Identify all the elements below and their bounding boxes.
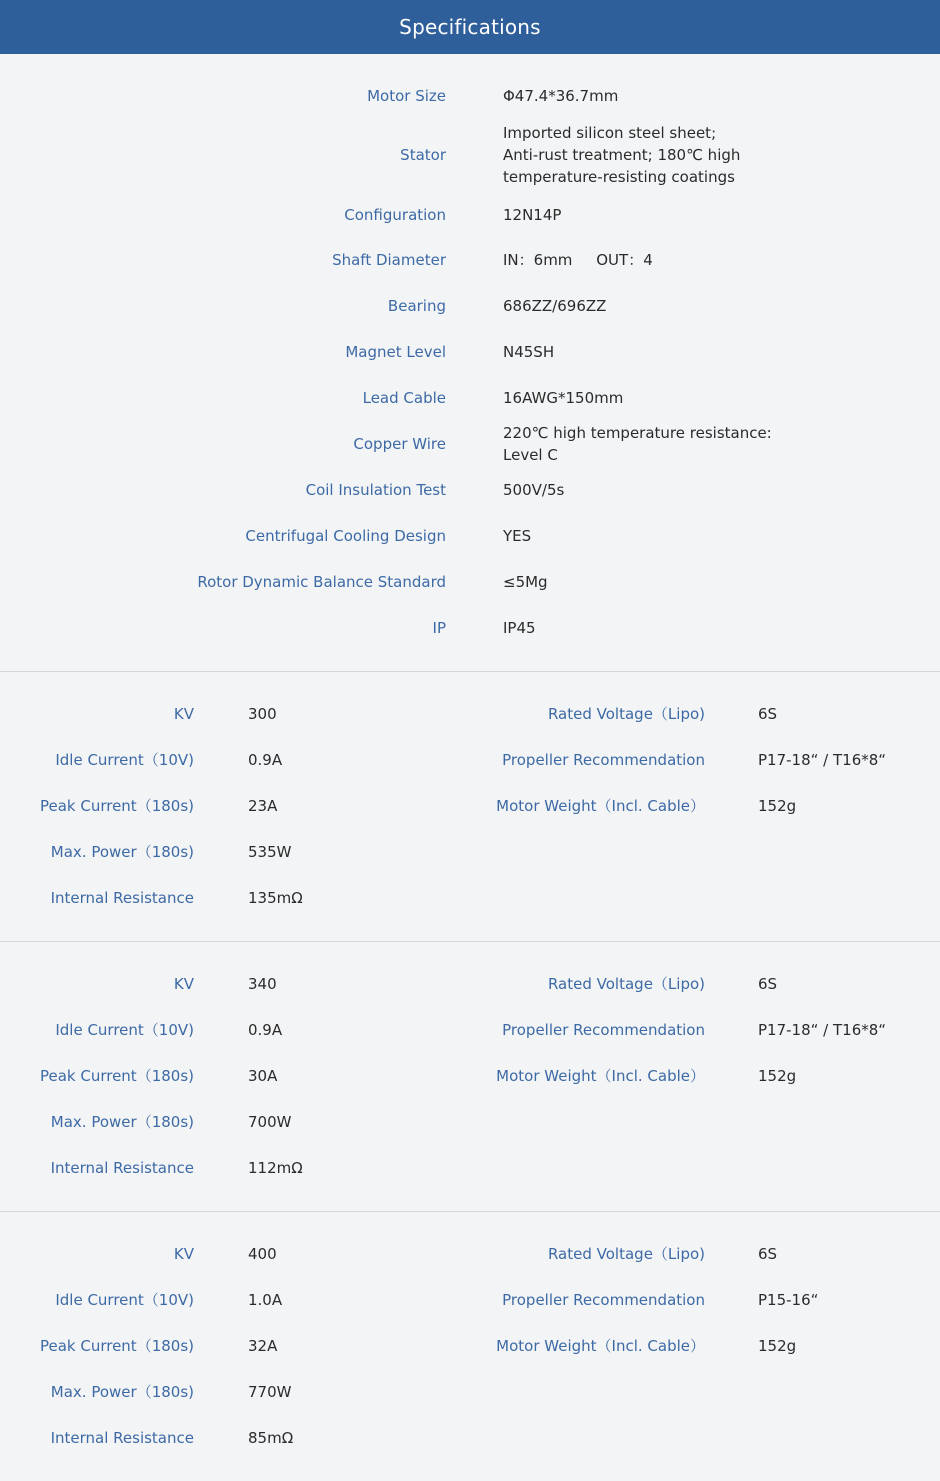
spec-label: Lead Cable — [362, 389, 446, 407]
spec-value: 16AWG*150mm — [503, 389, 624, 407]
variant-label: Propeller Recommendation — [502, 751, 705, 769]
spec-label: Magnet Level — [345, 343, 446, 361]
variant-label: Max. Power（180s) — [50, 1383, 194, 1401]
variant-value: 535W — [248, 843, 292, 861]
variant-label: KV — [173, 705, 194, 723]
section-divider — [0, 671, 940, 672]
variant-value: 135mΩ — [248, 889, 303, 907]
variant-label: Propeller Recommendation — [502, 1021, 705, 1039]
section-divider — [0, 1211, 940, 1212]
variant-label: Max. Power（180s) — [50, 843, 194, 861]
page-title — [0, 0, 940, 54]
variant-label: Rated Voltage（Lipo) — [547, 705, 705, 723]
spec-label: Rotor Dynamic Balance Standard — [197, 573, 446, 591]
spec-value: Φ47.4*36.7mm — [503, 87, 619, 105]
variant-value: 0.9A — [248, 751, 283, 769]
variant-value: 0.9A — [248, 1021, 283, 1039]
spec-value: ≤5Mg — [503, 573, 548, 591]
spec-label: Bearing — [387, 297, 446, 315]
page-title-text: Specifications — [399, 15, 541, 39]
spec-value: N45SH — [503, 343, 555, 361]
section-divider — [0, 941, 940, 942]
variant-label: KV — [173, 1245, 194, 1263]
variant-value: 6S — [758, 705, 778, 723]
variant-label: Rated Voltage（Lipo) — [547, 1245, 705, 1263]
variant-label: Peak Current（180s) — [39, 1067, 194, 1085]
spec-value: 12N14P — [503, 206, 562, 224]
variant-value: 700W — [248, 1113, 292, 1131]
variant-label: KV — [173, 975, 194, 993]
variant-value: 1.0A — [248, 1291, 283, 1309]
variant-label: Idle Current（10V) — [55, 1021, 194, 1039]
spec-label: Configuration — [344, 206, 446, 224]
variant-value: 770W — [248, 1383, 292, 1401]
spec-value: IP45 — [503, 619, 536, 637]
spec-label: Copper Wire — [353, 435, 446, 453]
variant-label: Peak Current（180s) — [39, 1337, 194, 1355]
variant-label: Peak Current（180s) — [39, 797, 194, 815]
variant-value: 400 — [248, 1245, 277, 1263]
variant-label: Internal Resistance — [50, 889, 194, 907]
spec-label: Centrifugal Cooling Design — [245, 527, 446, 545]
variant-label: Motor Weight（Incl. Cable） — [496, 1337, 705, 1355]
spec-value: IN：6mm OUT：4 — [503, 251, 653, 269]
spec-value: temperature-resisting coatings — [503, 168, 735, 186]
spec-value: Level C — [503, 446, 558, 464]
variant-label: Idle Current（10V) — [55, 751, 194, 769]
spec-value: 500V/5s — [503, 481, 565, 499]
spec-value: YES — [503, 527, 532, 545]
variant-label: Max. Power（180s) — [50, 1113, 194, 1131]
variant-value: P17-18“ / T16*8“ — [758, 1021, 887, 1039]
variant-value: 152g — [758, 1067, 797, 1085]
spec-label: Motor Size — [367, 87, 446, 105]
variant-label: Internal Resistance — [50, 1159, 194, 1177]
variant-value: 23A — [248, 797, 278, 815]
variant-label: Propeller Recommendation — [502, 1291, 705, 1309]
variant-label: Idle Current（10V) — [55, 1291, 194, 1309]
variant-value: 340 — [248, 975, 277, 993]
variant-label: Motor Weight（Incl. Cable） — [496, 1067, 705, 1085]
variant-value: 152g — [758, 797, 797, 815]
spec-label: IP — [432, 619, 446, 637]
spec-value: 220℃ high temperature resistance: — [503, 424, 772, 442]
variant-value: 32A — [248, 1337, 278, 1355]
variant-value: 6S — [758, 975, 778, 993]
spec-value: Imported silicon steel sheet; — [503, 124, 717, 142]
variant-value: 85mΩ — [248, 1429, 294, 1447]
variant-value: 152g — [758, 1337, 797, 1355]
variant-value: 6S — [758, 1245, 778, 1263]
spec-label: Stator — [400, 146, 446, 164]
variant-label: Rated Voltage（Lipo) — [547, 975, 705, 993]
variant-value: 30A — [248, 1067, 278, 1085]
variant-value: 300 — [248, 705, 277, 723]
variant-value: P15-16“ — [758, 1291, 819, 1309]
variant-label: Internal Resistance — [50, 1429, 194, 1447]
spec-label: Shaft Diameter — [332, 251, 446, 269]
spec-value: 686ZZ/696ZZ — [503, 297, 607, 315]
spec-value: Anti-rust treatment; 180℃ high — [503, 146, 741, 164]
spec-label: Coil Insulation Test — [305, 481, 446, 499]
variant-value: P17-18“ / T16*8“ — [758, 751, 887, 769]
variant-value: 112mΩ — [248, 1159, 303, 1177]
variant-label: Motor Weight（Incl. Cable） — [496, 797, 705, 815]
